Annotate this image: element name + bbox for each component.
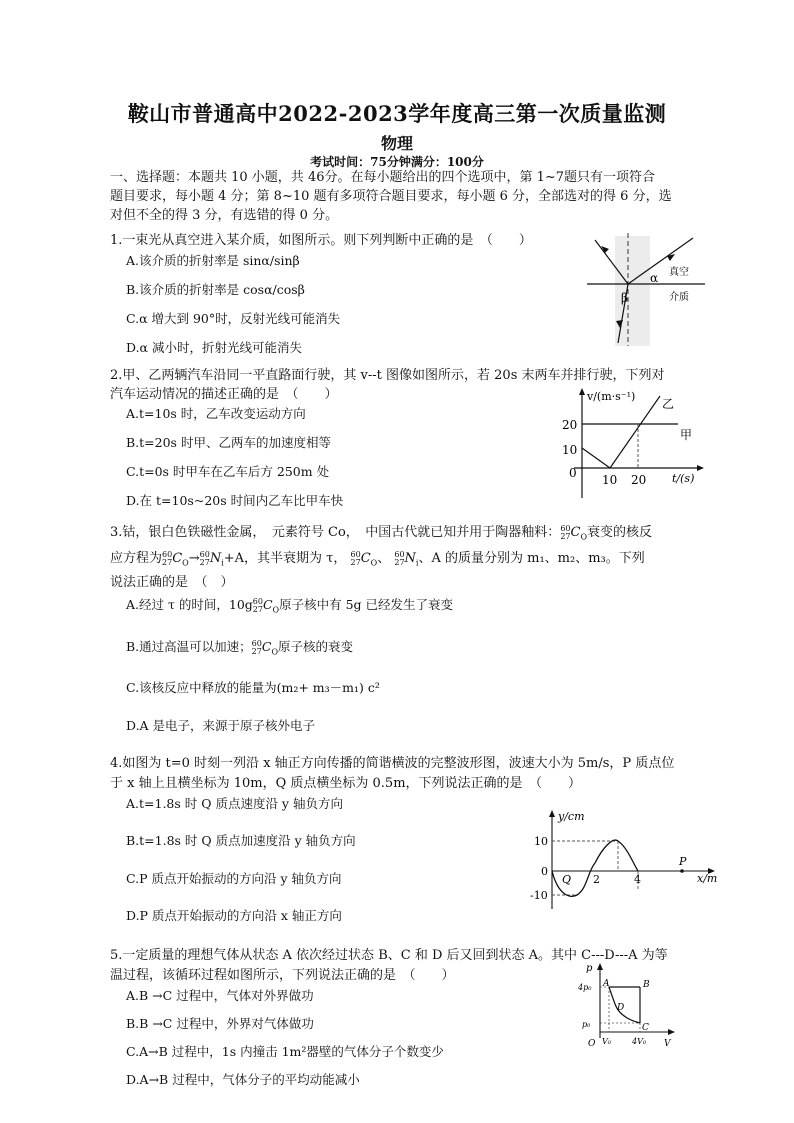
atomic-number: 27 xyxy=(394,558,405,567)
q5-stem-line: 温过程，该循环过程如图所示，下列说法正确的是 （ ） xyxy=(110,968,455,983)
element-symbol: C xyxy=(360,551,371,566)
alpha-label: α xyxy=(650,271,659,285)
x-tick-2: 2 xyxy=(593,873,600,886)
q-point-label: Q xyxy=(562,873,572,886)
element-symbol: N xyxy=(209,551,222,566)
isotope-index xyxy=(351,551,361,567)
wave-curve xyxy=(552,840,638,896)
q4-option-d: D.P 质点开始振动的方向沿 x 轴正方向 xyxy=(126,908,342,923)
y-axis-label: y/cm xyxy=(558,810,585,823)
q5-option-b: B.B →C 过程中，外界对气体做功 xyxy=(126,1016,314,1031)
element-subscript: O xyxy=(370,558,378,568)
state-b-label: B xyxy=(643,980,650,990)
instruction-line: 一、选择题：本题共 10 小题，共 46分。在每小题给出的四个选项中，第 1~7题只有一项符合 xyxy=(110,170,656,185)
cda-curve xyxy=(609,987,640,1023)
q5-option-d: D.A→B 过程中，气体分子的平均动能减小 xyxy=(126,1072,360,1087)
y-tick-20: 20 xyxy=(562,418,578,432)
state-a-label: A xyxy=(603,979,610,989)
isotope-index xyxy=(162,551,172,567)
t-axis-arrow-icon xyxy=(697,465,704,471)
q4-option-b: B.t=1.8s 时 Q 质点加速度沿 y 轴负方向 xyxy=(126,833,356,848)
q3-text: +A，其半衰期为 τ， xyxy=(223,551,347,566)
q2-option-d: D.在 t=10s~20s 时间内乙车比甲车快 xyxy=(126,493,344,508)
instruction-line: 题目要求，每小题 4 分；第 8~10 题有多项符合题目要求，每小题 6 分，全部选对的得 6 分，选 xyxy=(110,189,672,204)
mass-number: 60 xyxy=(199,550,210,559)
exam-info: 考试时间：75分钟满分：100分 xyxy=(310,155,484,169)
q3-option-c: C.该核反应中释放的能量为(m₂+ m₃－m₁) c² xyxy=(126,680,380,695)
q4-wave-figure xyxy=(525,807,725,911)
medium-label: 介质 xyxy=(669,292,689,303)
q2-stem-line: 2.甲、乙两辆汽车沿同一平直路面行驶，其 v--t 图像如图所示，若 20s 末两车并排行驶，下列对 xyxy=(110,368,665,383)
x-tick-4: 4 xyxy=(634,873,641,886)
mass-number: 60 xyxy=(350,550,361,559)
x-axis-label: x/m xyxy=(697,872,718,885)
q5-pv-figure xyxy=(578,960,678,1050)
origin-label: 0 xyxy=(541,865,548,878)
option-text: A.经过 τ 的时间，10g xyxy=(126,597,253,612)
state-c-label: C xyxy=(642,1023,649,1033)
q3-text: 衰变的核反 xyxy=(587,525,653,540)
q4-option-c: C.P 质点开始振动的方向沿 y 轴负方向 xyxy=(126,871,342,886)
page-title: 鞍山市普通高中2022-2023学年度高三第一次质量监测 xyxy=(127,101,667,126)
q3-option-d: D.A 是电子，来源于原子核外电子 xyxy=(126,718,316,733)
separator: 、 xyxy=(377,551,391,566)
mass-number: 60 xyxy=(252,597,263,606)
atomic-number: 27 xyxy=(251,647,262,656)
element-subscript: O xyxy=(272,605,280,615)
isotope-index xyxy=(200,551,210,567)
jia-label: 甲 xyxy=(680,428,693,442)
atomic-number: 27 xyxy=(560,532,571,541)
element-symbol: C xyxy=(261,639,272,654)
q3-option-b xyxy=(126,637,353,657)
atomic-number: 27 xyxy=(252,605,263,614)
instruction-line: 对但不全的得 3 分，有选错的得 0 分。 xyxy=(110,208,339,223)
p4-tick: 4p₀ xyxy=(578,983,592,992)
q1-stem: 1.一束光从真空进入某介质，如图所示。则下列判断中正确的是 （ ） xyxy=(110,233,532,248)
q3-line3: 说法正确的是 （ ） xyxy=(110,575,234,590)
x-tick-10: 10 xyxy=(602,473,618,487)
q1-option-d: D.α 减小时，折射光线可能消失 xyxy=(126,340,302,355)
q3-text: 3.钴，银白色铁磁性金属， 元素符号 Co， 中国古代就已知并用于陶器釉料： xyxy=(110,525,561,540)
y-tick-10: 10 xyxy=(534,835,548,848)
q3-text: 应方程为 xyxy=(110,551,163,566)
element-symbol: C xyxy=(172,551,183,566)
q1-refraction-figure xyxy=(585,228,710,353)
q5-option-c: C.A→B 过程中，1s 内撞击 1m²器壁的气体分子个数变少 xyxy=(126,1044,444,1059)
yi-line-up xyxy=(610,396,660,468)
option-text: 原子核中有 5g 已经发生了衰变 xyxy=(279,597,454,612)
option-text: 原子核的衰变 xyxy=(278,639,354,654)
q3-text: 、A 的质量分别为 m₁、m₂、m₃。下列 xyxy=(418,551,645,566)
state-d-label: D xyxy=(617,1003,625,1013)
q2-stem-line: 汽车运动情况的描述正确的是 （ ） xyxy=(110,387,338,402)
subject-title: 物理 xyxy=(380,134,413,153)
q2-option-a: A.t=10s 时，乙车改变运动方向 xyxy=(126,406,306,421)
q2-option-b: B.t=20s 时甲、乙两车的加速度相等 xyxy=(126,435,331,450)
v0-tick: V₀ xyxy=(602,1037,611,1046)
q2-vt-figure xyxy=(560,386,710,504)
y-axis-arrow-icon xyxy=(549,810,555,817)
mass-number: 60 xyxy=(394,550,405,559)
isotope-index xyxy=(560,525,570,541)
mass-number: 60 xyxy=(560,524,571,533)
origin-label: O xyxy=(588,1039,596,1049)
q1-option-b: B.该介质的折射率是 cosα/cosβ xyxy=(126,282,305,297)
p-axis-arrow-icon xyxy=(597,963,603,970)
q5-option-a: A.B →C 过程中，气体对外界做功 xyxy=(126,988,314,1003)
reaction-arrow: → xyxy=(188,551,200,566)
v-axis-arrow-icon xyxy=(668,1029,675,1035)
v4-tick: 4V₀ xyxy=(632,1037,647,1046)
y-tick-neg10: -10 xyxy=(530,889,548,902)
p-point-marker xyxy=(680,869,684,873)
element-symbol: C xyxy=(262,597,273,612)
atomic-number: 27 xyxy=(350,558,361,567)
element-symbol: C xyxy=(570,525,581,540)
q1-option-a: A.该介质的折射率是 sinα/sinβ xyxy=(126,253,300,268)
p0-tick: p₀ xyxy=(582,1020,591,1029)
element-subscript: O xyxy=(271,647,278,657)
beta-label: β xyxy=(621,291,628,305)
x-tick-20: 20 xyxy=(631,473,647,487)
atomic-number: 27 xyxy=(199,558,210,567)
q3-line2 xyxy=(110,547,645,568)
element-subscript: i xyxy=(221,558,224,568)
q4-stem-line: 于 x 轴上且横坐标为 10m，Q 质点横坐标为 0.5m，下列说法正确的是 （ ） xyxy=(110,776,582,791)
element-subscript: O xyxy=(580,532,588,542)
p-axis-label: p xyxy=(586,963,593,974)
q4-stem-line: 4.如图为 t=0 时刻一列沿 x 轴正方向传播的简谐横波的完整波形图，波速大小为 5m/s，P 质点位 xyxy=(110,756,675,771)
y-tick-10: 10 xyxy=(562,443,578,457)
origin-label: 0 xyxy=(569,466,577,480)
mass-number: 60 xyxy=(162,550,173,559)
q5-stem-line: 5.一定质量的理想气体从状态 A 依次经过状态 B、C 和 D 后又回到状态 A。其中 C---D---A 为等 xyxy=(110,948,668,963)
q4-option-a: A.t=1.8s 时 Q 质点速度沿 y 轴负方向 xyxy=(126,796,343,811)
option-text: B.通过高温可以加速； xyxy=(126,639,252,654)
section-instructions xyxy=(110,168,672,225)
mass-number: 60 xyxy=(251,639,262,648)
v-axis-arrow-icon xyxy=(579,388,585,395)
q1-option-c: C.α 增大到 90°时，反射光线可能消失 xyxy=(126,311,341,326)
isotope-index xyxy=(253,598,263,614)
q2-option-c: C.t=0s 时甲车在乙车后方 250m 处 xyxy=(126,464,330,479)
t-axis-label: t/(s) xyxy=(672,472,695,485)
element-symbol: N xyxy=(404,551,416,566)
yi-line-down xyxy=(582,448,610,468)
element-subscript: i xyxy=(415,558,419,568)
vacuum-label: 真空 xyxy=(669,267,689,278)
p-point-label: P xyxy=(679,855,687,868)
v-axis-label: v/(m·s⁻¹) xyxy=(587,390,636,403)
q3-option-a xyxy=(126,595,453,615)
isotope-index xyxy=(394,551,404,567)
yi-label: 乙 xyxy=(662,397,675,411)
v-axis-label: V xyxy=(664,1039,671,1049)
isotope-index xyxy=(252,640,262,656)
atomic-number: 27 xyxy=(162,558,173,567)
q3-line1 xyxy=(110,521,652,542)
element-subscript: O xyxy=(182,558,189,568)
